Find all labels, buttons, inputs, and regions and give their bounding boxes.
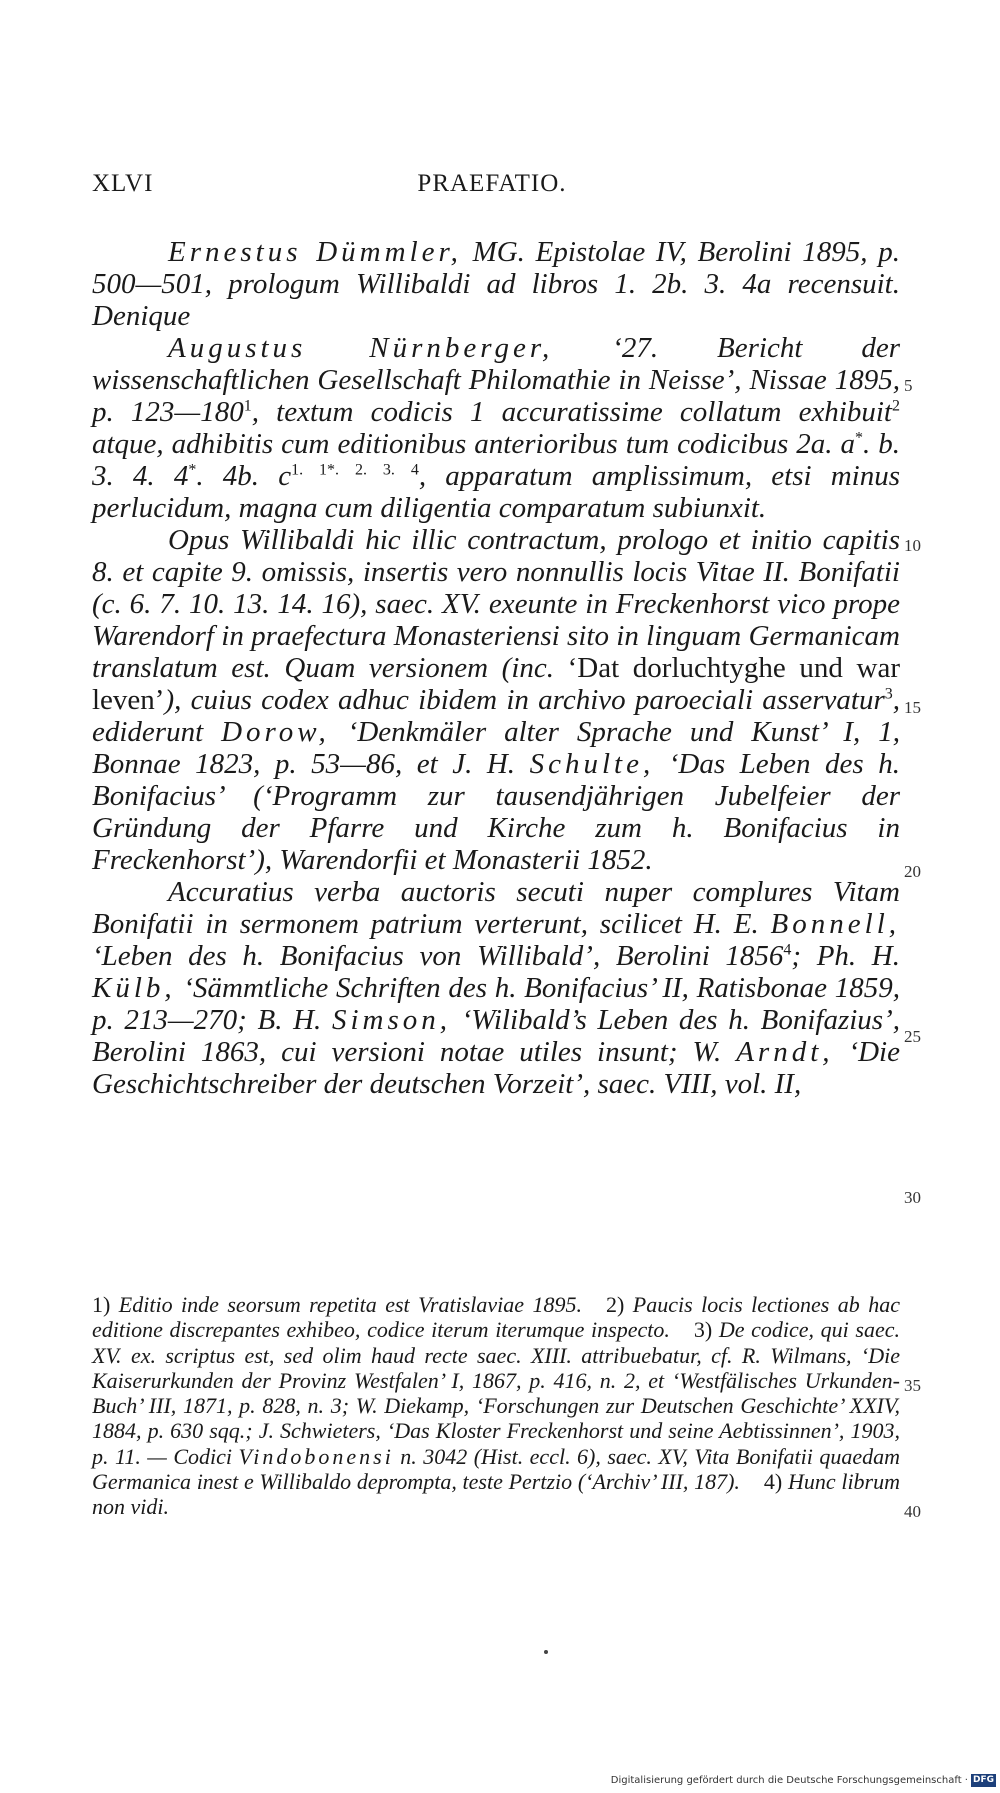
page-header [92,170,892,206]
footnotes: 1) Editio inde seorsum repetita est Vratislaviae 1895. 2) Paucis locis lectiones ab hac editione discrepantes exhibeo, codice iterum iterumque inspecto. 3) De codice, qui saec. XV. ex. scriptus est, sed olim haud recte saec. XIII. attribuebatur, cf. R. Wilmans, ‘Die Kaiserurkunden der Provinz Westfalen’ I, 1867, p. 416, n. 2, et ‘Westfälisches Urkunden-Buch’ III, 1871, p. 828, n. 3; W. Diekamp, ‘Forschungen zur Deutschen Geschichte’ XXIV, 1884, p. 630 sqq.; J. Schwieters, ‘Das Kloster Freckenhorst und seine Aebtissinnen’, 1903, p. 11. — Codici Vindobonensi n. 3042 (Hist. eccl. 6), saec. XV, Vita Bonifatii quaedam Germanica inest e Willibaldo deprompta, teste Pertzio (‘Archiv’ III, 187). 4) Hunc librum non vidi. [92,1292,901,1520]
credit-text: Digitalisierung gefördert durch die Deutsche Forschungsgemeinschaft · [610,1774,968,1786]
footnote-mark: 3) [693,1317,713,1343]
dfg-logo: DFG [972,1774,994,1785]
paragraph-2: Augustus Nürnberger, ‘27. Bericht der wissenschaftlichen Gesellschaft Philomathie in Neisse’, Nissae 1895, p. $123—180^1$, textum codicis 1 accuratissime collatum exhibuit$^2$ atque, adhibitis cum editionibus anterioribus tum codicibus 2a. a*. b. 3. 4. 4*. 4b. $c^{1. 1*. 2. 3. 4}$, apparatum amplissimum, etsi minus perlucidum, magna cum diligentia comparatum subiunxit. [92,332,901,524]
author-name: Schulte, [529,748,655,780]
author-name: Augustus Nürnberger, [168,332,554,364]
author-name: Simson, [331,1004,451,1036]
paragraph-3: Opus Willibaldi hic illic contractum, prologo et initio capitis 8. et capite 9. omissis, insertis vero nonnullis locis Vitae II. Bonifatii (c. 6. 7. 10. 13. 14. 16), saec. XV. exeunte in Freckenhorst vico prope Warendorf in praefectura Monasteriensi sito in linguam Germanicam translatum est. Quam versionem (inc. ‘Dat dorluchtyghe und war leven’), cuius codex adhuc ibidem in archivo paroeciali asservatur$^3$, ediderunt Dorow, ‘Denkmäler alter Sprache und Kunst’ I, 1, Bonnae 1823, p. 53—86, et J. H. Schulte, ‘Das Leben des h. Bonifacius’ (‘Programm zur tausendjährigen Jubelfeier der Gründung der Pfarre und Kirche zum h. Bonifacius in Freckenhorst’), Warendorfii et Monasterii 1852. [92,524,901,876]
author-name: Dorow, [221,716,330,748]
footnote-4: Hunc librum non vidi. [92,1469,901,1520]
page-number: XLVI [92,170,154,197]
footnote-ref: 4 [783,941,792,959]
page-dot [544,1650,548,1654]
line-number: 5 [904,376,913,395]
author-name: Arndt, [736,1036,834,1068]
digitization-credit [611,1773,1000,1787]
footnote-mark: 2) [606,1292,625,1317]
author-name: Bonnell, [770,908,900,940]
line-number: 15 [904,698,921,717]
footnote-ref: 3 [884,685,893,703]
line-number: 10 [904,536,921,555]
codex-name: Vindobonensi [238,1443,394,1469]
incipit-quote: ‘Dat dorluchtyghe und war leven’ [92,652,901,716]
main-text [92,236,900,1100]
footnote-mark: 4) [763,1469,783,1495]
footnote-3: De codice, qui saec. XV. ex. scriptus est, sed olim haud recte saec. XIII. attribuebatur, cf. R. Wilmans, ‘Die Kaiserurkunden der Provinz Westfalen’ I, 1867, p. 416, n. 2, et ‘Westfälisches Urkunden-Buch’ III, 1871, p. 828, n. 3; W. Diekamp, ‘Forschungen zur Deutschen Geschichte’ XXIV, 1884, p. 630 sqq.; J. Schwieters, ‘Das Kloster Freckenhorst und seine Aebtissinnen’, 1903, p. 11. — Codici [92,1317,901,1469]
paragraph-4: Accuratius verba auctoris secuti nuper complures Vitam Bonifatii in sermonem patrium verterunt, scilicet H. E. Bonnell, ‘Leben des h. Bonifacius von Willibald’, Berolini 1856$^4$; Ph. H. Külb, ‘Sämmtliche Schriften des h. Bonifacius’ II, Ratisbonae 1859, p. 213—270; B. H. Simson, ‘Wilibald’s Leben des h. Bonifazius’, Berolini 1863, cui versioni notae utiles insunt; W. Arndt, ‘Die Geschichtschreiber der deutschen Vorzeit’, saec. VIII, vol. II, [92,876,900,1100]
line-number: 25 [904,1027,921,1046]
running-title: PRAEFATIO. [417,170,567,197]
paragraph-1: Ernestus Dümmler, MG. Epistolae IV, Berolini 1895, p. 500—501, prologum Willibaldi ad libros 1. 2b. 3. 4a recensuit. Denique [92,236,900,332]
line-number: 30 [904,1188,921,1207]
footnote-mark: 1) [92,1292,111,1317]
footnote-ref: 1 [243,397,252,415]
line-number: 35 [904,1376,921,1395]
footnote-1: Editio inde seorsum repetita est Vratislaviae 1895. [118,1292,582,1317]
line-number: 20 [904,862,921,881]
line-number: 40 [904,1502,921,1521]
author-name: Külb, [92,972,176,1004]
footnote-ref: 2 [891,397,900,415]
author-name: Ernestus Dümmler, [168,236,462,268]
footnote-2: Paucis locis lectiones ab hac editione discrepantes exhibeo, codice iterum iterumque inspecto. [92,1292,901,1343]
